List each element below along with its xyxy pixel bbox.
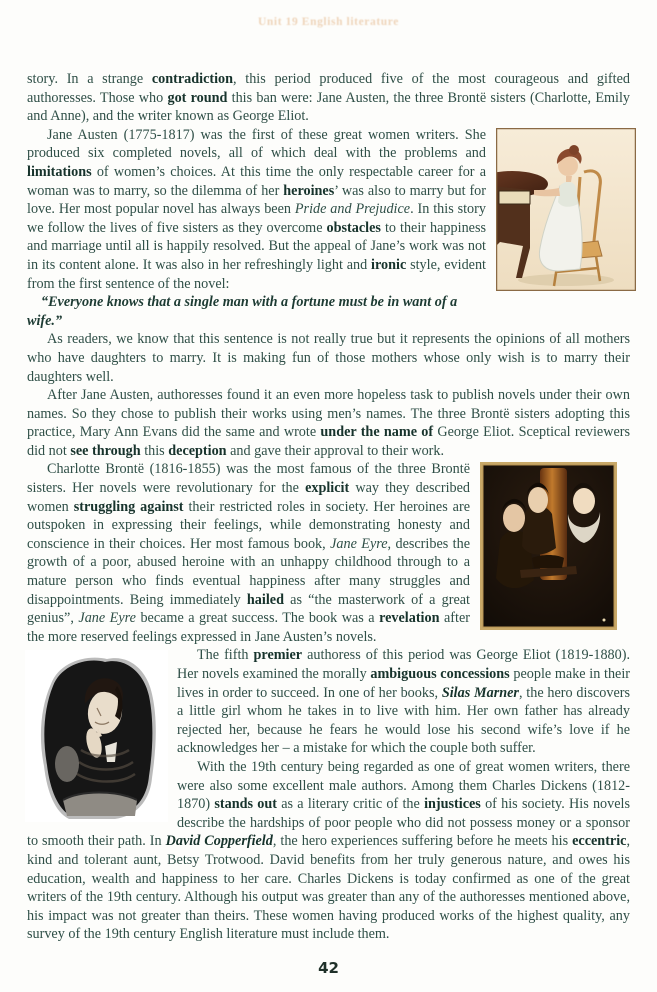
text-segment: , describes the growth of a poor, abused heroine with an unhappy childhood through to a mature person who finds eventual happiness after many struggles and disappointments. Being immediately [27,535,470,608]
as-readers-paragraph [27,330,630,386]
text-segment: “Everyone knows that a single man with a fortune must be in want of a wife.” [27,294,458,329]
text-segment: to their happiness and marriage until all is happily resolved. But the appeal of Jane’s work was not in its content alone. It was also in her refreshingly light and [27,219,486,273]
text-segment: heroines [283,182,335,199]
text-segment: deception [168,442,227,459]
page-header [0,0,657,42]
text-segment: explicit [305,480,350,497]
text-segment: , the hero experiences suffering before he meets his [272,833,573,850]
text-segment: and gave their approval to their work. [226,442,445,459]
text-segment: after the more reserved feelings expressed in Jane Austen’s novels. [27,610,470,645]
text-segment: way they described women [27,480,470,515]
jane-austen-image [496,128,636,291]
bronte-sisters-image [480,462,617,630]
page-footer [0,959,657,978]
text-segment: premier [253,647,303,664]
text-segment: David Copperfield [165,833,273,850]
text-segment: obstacles [326,219,381,236]
george-eliot-image [25,650,168,822]
pride-and-prejudice-quote [27,293,630,330]
text-segment: Silas Marner [441,684,519,701]
george-eliot-engraving [25,650,168,822]
text-segment: , this period produced five of the most courageous and gifted authoresses. Those who [27,71,630,106]
text-segment: eccentric [572,833,627,850]
text-segment: ironic [371,256,407,273]
jane-austen-illustration [496,128,636,291]
text-segment: injustices [424,796,481,813]
text-segment: ’ was also to marry but for love. Her most popular novel has always been [27,182,487,218]
text-segment: this [140,442,169,459]
text-segment: contradiction [151,71,234,87]
text-segment: under the name of [320,424,434,441]
text-segment: limitations [27,163,92,180]
unit-title: Unit 19 English literature [258,16,399,28]
text-segment: Jane Eyre [78,610,136,627]
pen-names-paragraph [27,386,630,460]
text-segment: became a great success. The book was a [135,610,380,627]
text-segment: ambiguous concessions [370,666,510,682]
bronte-sisters-painting [480,462,617,630]
text-segment: With the 19th century being regarded as one of great women writers, there were also some excellent male authors. Among them Charles Dickens (1812-1870) [177,758,630,813]
text-segment: Pride and Prejudice [294,201,411,218]
text-segment: of his society. His novels describe the hardships of poor people who did not possess money or a sponsor to smooth their path. In [27,796,631,850]
text-segment: As readers, we know that this sentence is not really true but it represents the opinions of all mothers who have daughters to marry. It is making fun of those mothers whose only wish is to marry their daughters well. [27,331,630,385]
text-segment: as “the masterwork of a great genius”, [27,591,470,627]
text-segment: The fifth [197,647,254,664]
text-segment: this ban were: Jane Austen, the three Brontë sisters (Charlotte, Emily and Anne), and the writer known as George Eliot. [27,89,630,125]
text-segment: people make in their lives in order to succeed. In one of her books, [177,666,631,701]
text-segment: struggling against [73,498,184,515]
intro-paragraph [27,70,630,126]
text-segment: stands out [214,796,277,813]
text-segment: revelation [379,610,440,627]
text-segment: got round [167,89,228,106]
body-text [27,70,630,944]
text-segment: George Eliot. Sceptical reviewers did not [27,424,630,459]
text-segment: Jane Eyre [330,535,388,552]
text-segment: see through [70,442,141,459]
text-segment: . In this story we follow the lives of five sisters as they overcome [27,201,486,236]
page-number: 42 [318,959,339,977]
text-segment: their restricted roles in society. Her heroines are outspoken in expressing their feelings, while demonstrating honesty and conscience in their choices. Her most famous book, [27,498,470,552]
text-segment: , kind and tolerant aunt, Betsy Trotwood. David benefits from her truly generous nature, and owes his education, wealth and happiness to her care. Charles Dickens is today confirmed as one of the great writers of the 19th century. Although his output was greater than any of the authoresses mentioned above, his impact was not greater than theirs. These women having produced works of the highest quality, any survey of the 19th century English literature must include them. [27,833,630,943]
text-segment: hailed [246,591,284,608]
text-segment: , the hero discovers a little girl whom he takes in to live with him. Her own father has already rejected her, because he fears he would lose his second wife’s love if he acknowledges her – a mistake for which the couple both suffer. [177,684,630,757]
text-segment: Jane Austen (1775-1817) was the first of these great women writers. She produced six completed novels, all of which deal with the problems and [27,126,486,162]
text-segment: After Jane Austen, authoresses found it an even more hopeless task to publish novels under their own names. So they chose to publish their works using men’s names. The three Brontë sisters adopting this practice, Mary Ann Evans did the same and wrote [27,387,630,441]
text-segment: style, evident from the first sentence of the novel: [27,256,486,292]
text-segment: of women’s choices. At this time the only respectable career for a woman was to marry, so the dilemma of her [27,163,486,199]
text-segment: authoress of this period was George Eliot (1819-1880). Her novels examined the morally [177,647,630,682]
text-segment: as a literary critic of the [276,796,425,813]
text-segment: Charlotte Brontë (1816-1855) was the most famous of the three Brontë sisters. Her novels were revolutionary for the [27,461,470,497]
text-segment: story. In a strange [27,71,152,87]
